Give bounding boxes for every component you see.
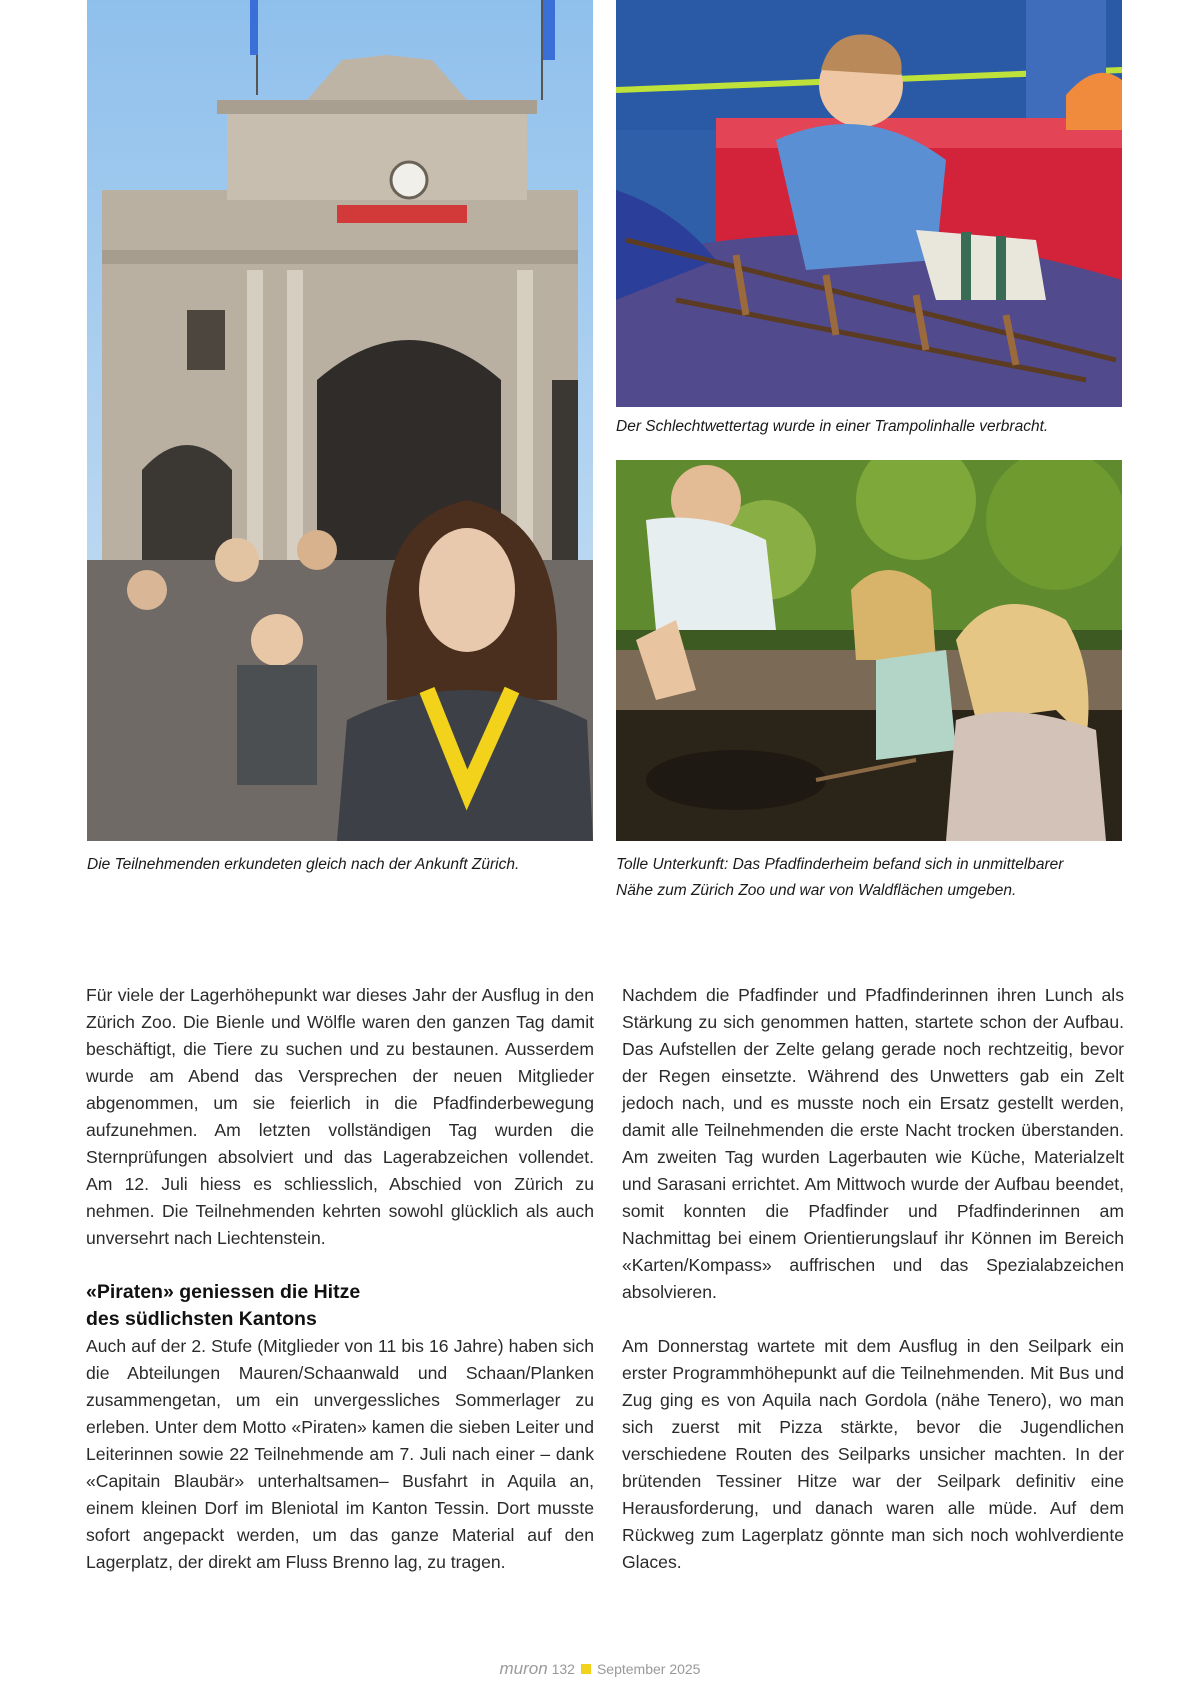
forest-caption-line-2: Nähe zum Zürich Zoo und war von Waldflächen umgeben. — [616, 882, 1017, 899]
trampoline-caption: Der Schlechtwettertag wurde in einer Trampolinhalle verbracht. — [616, 418, 1049, 435]
magazine-brand: muron — [499, 1659, 548, 1678]
issue-date: September 2025 — [596, 1661, 701, 1677]
article-paragraph: Nachdem die Pfadfinder und Pfadfinderinnen ihren Lunch als Stärkung zu sich genommen hatten, startete schon der Aufbau. Das Aufstellen der Zelte gelang gerade noch rechtzeitig, bevor der Regen einsetzte. Während des Unwetters gab ein Zelt jedoch nach, und es musste noch ein Ersatz gestellt werden, damit alle Teilnehmenden die erste Nacht trocken überstanden. Am zweiten Tag wurden Lagerbauten wie Küche, Materialzelt und Sarasani errichtet. Am Mittwoch wurde der Aufbau beendet, somit konnten die Pfadfinder und Pfadfinderinnen am Nachmittag bei einem Orientierungslauf ihr Können im Bereich «Karten/Kompass» auffrischen und das Spezialabzeichen absolvieren. — [622, 985, 1124, 1302]
forest-caption — [616, 852, 1136, 904]
article-heading-line-1: «Piraten» geniessen die Hitze — [86, 1281, 361, 1303]
article-left-column — [86, 982, 594, 1576]
forest-stream-photo — [616, 460, 1122, 841]
forest-caption-line-1: Tolle Unterkunft: Das Pfadfinderheim befand sich in unmittelbarer — [616, 856, 1064, 873]
issue-number: 132 — [551, 1661, 575, 1677]
accent-square-icon — [581, 1664, 591, 1674]
article-heading-line-2: des südlichsten Kantons — [86, 1308, 317, 1330]
article-paragraph: Am Donnerstag wartete mit dem Ausflug in den Seilpark ein erster Programmhöhepunkt auf die Teilnehmenden. Mit Bus und Zug ging es von Aquila nach Gordola (nähe Tenero), wo man sich zuerst mit Pizza stärkte, bevor die Jugendlichen verschiedene Routen des Seilparks unsicher machten. In der brütenden Tessiner Hitze war der Seilpark definitiv eine Herausforderung, und danach waren alle müde. Auf dem Rückweg zum Lagerplatz gönnte man sich noch wohlverdiente Glaces. — [622, 1336, 1124, 1572]
article-right-column — [622, 982, 1124, 1576]
trampoline-photo — [616, 0, 1122, 407]
article-paragraph: Für viele der Lagerhöhepunkt war dieses Jahr der Ausflug in den Zürich Zoo. Die Bienle und Wölfle waren den ganzen Tag damit beschäftigt, die Tiere zu suchen und zu bestaunen. Ausserdem wurde am Abend das Versprechen der neuen Mitglieder abgenommen, um sie feierlich in die Pfadfinderbewegung aufzunehmen. Am letzten vollständigen Tag wurden die Sternprüfungen absolviert und das Lagerabzeichen vollendet. Am 12. Juli hiess es schliesslich, Abschied von Zürich zu nehmen. Die Teilnehmenden kehrten sowohl glücklich als auch unversehrt nach Liechtenstein. — [86, 985, 594, 1248]
page-footer — [0, 1659, 1200, 1679]
zurich-caption: Die Teilnehmenden erkundeten gleich nach der Ankunft Zürich. — [87, 856, 520, 873]
zurich-station-photo — [87, 0, 593, 841]
article-paragraph: Auch auf der 2. Stufe (Mitglieder von 11 bis 16 Jahre) haben sich die Abteilungen Mauren/Schaanwald und Schaan/Planken zusammengetan, um ein unvergessliches Sommerlager zu erleben. Unter dem Motto «Piraten» kamen die sieben Leiter und Leiterinnen sowie 22 Teilnehmende am 7. Juli nach einer – dank «Capitain Blaubär» unterhaltsamen– Busfahrt in Aquila an, einem kleinen Dorf im Bleniotal im Kanton Tessin. Dort musste sofort angepackt werden, um das ganze Material auf den Lagerplatz, der direkt am Fluss Brenno lag, zu tragen. — [86, 1336, 594, 1572]
article-heading — [86, 1279, 594, 1333]
